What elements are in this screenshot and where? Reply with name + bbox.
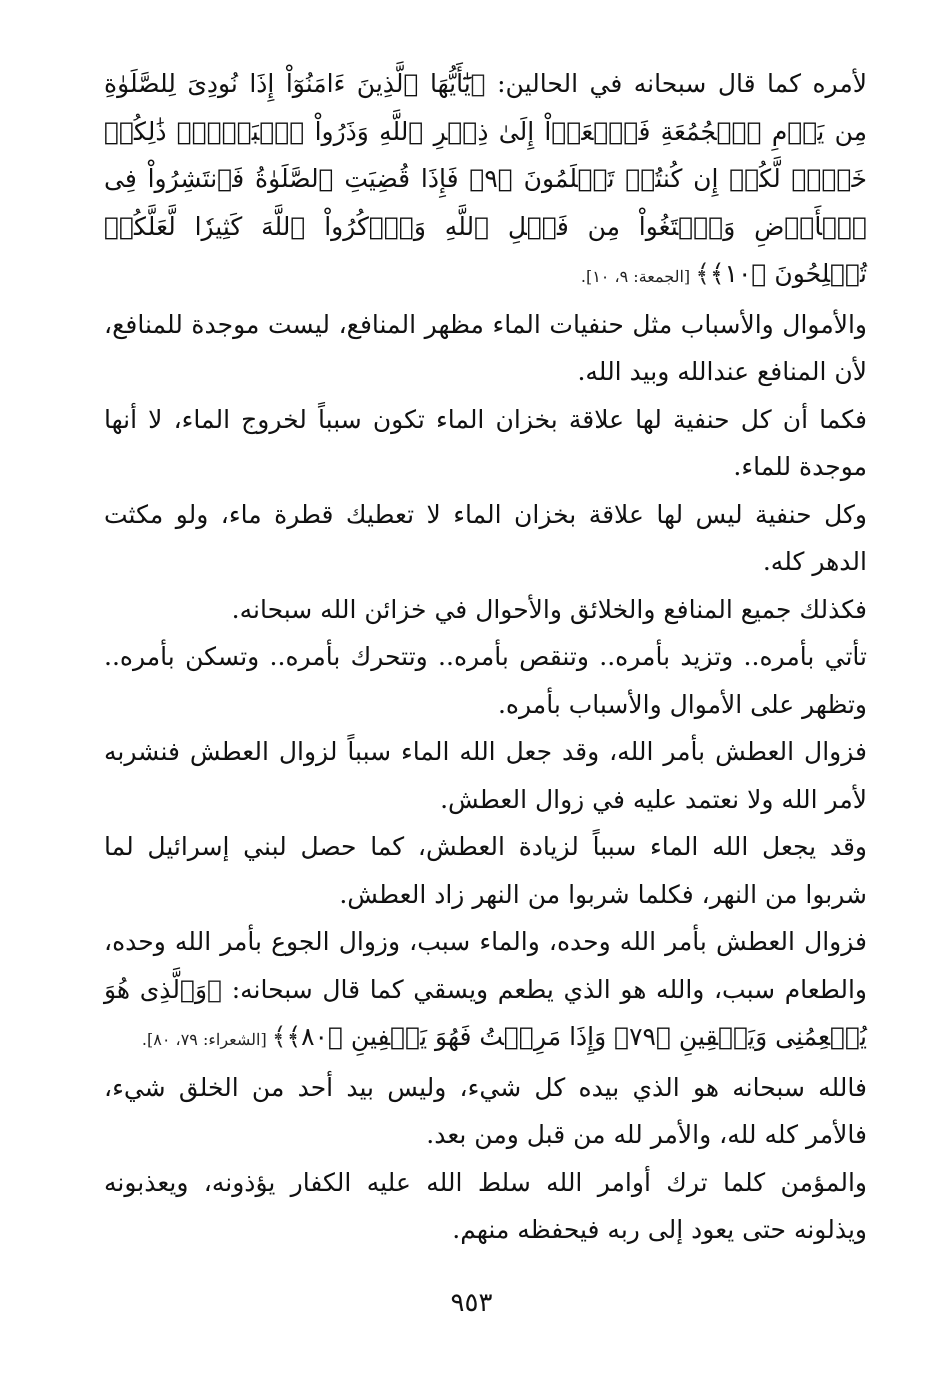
verse-reference: [الشعراء: ٧٩، ٨٠]. [141,1030,272,1049]
paragraph-4: وكل حنفية ليس لها علاقة بخزان الماء لا تعطيك قطرة ماء، ولو مكثت الدهر كله. [104,499,867,576]
paragraph-6: تأتي بأمره.. وتزيد بأمره.. وتنقص بأمره.. وتتحرك بأمره.. وتسكن بأمره.. وتظهر على الأموال والأسباب بأمره. [104,642,867,719]
intro-text: فزوال العطش بأمر الله وحده، والماء سبب، وزوال الجوع بأمر الله وحده، والطعام سبب، والله هو الذي يطعم ويسقي كما قال سبحانه: [104,927,867,1004]
intro-text: لأمره كما قال سبحانه في الحالين: [485,69,867,98]
paragraph-shuara-verse [104,918,867,1064]
page-body [104,60,867,1254]
quran-verse-friday: يَٰٓأَيُّهَا ٱلَّذِينَ ءَامَنُوٓاْ إِذَا نُودِىَ لِلصَّلَوٰةِ مِن يَوۡمِ ٱلۡجُمُعَةِ فَٱسۡعَوۡاْ إِلَىٰ ذِكۡرِ ٱللَّهِ وَذَرُواْ ٱلۡبَيۡعَۚ ذَٰلِكُمۡ خَيۡرٞ لَّكُمۡ إِن كُنتُمۡ تَعۡلَمُونَ ﴿٩﴾ فَإِذَا قُضِيَتِ ٱلصَّلَوٰةُ فَٱنتَشِرُواْ فِى ٱلۡأَرۡضِ وَٱبۡتَغُواْ مِن فَضۡلِ ٱللَّهِ وَٱذۡكُرُواْ ٱللَّهَ كَثِيرٗا لَّعَلَّكُمۡ تُفۡلِحُونَ ﴿١٠﴾ [104,69,867,288]
paragraph-2: والأموال والأسباب مثل حنفيات الماء مظهر المنافع، ليست موجدة للمنافع، لأن المنافع عندالله وبيد الله. [104,309,867,386]
paragraph-10: فالله سبحانه هو الذي بيده كل شيء، وليس بيد أحد من الخلق شيء، فالأمر كله لله، والأمر لله من قبل ومن بعد. [104,1072,867,1149]
verse-close-bracket: ﴾ [695,259,710,288]
paragraph-7: فزوال العطش بأمر الله، وقد جعل الله الماء سبباً لزوال العطش فنشربه لأمر الله ولا نعتمد عليه في زوال العطش. [104,737,867,814]
page-number: ٩٥٣ [450,1288,493,1318]
verse-open-bracket: ﴿ [470,69,486,98]
verse-close-bracket: ﴾ [271,1022,287,1051]
paragraph-8: وقد يجعل الله الماء سبباً لزيادة العطش، كما حصل لبني إسرائيل لما شربوا من النهر، فكلما شربوا من النهر زاد العطش. [104,832,867,909]
verse-open-bracket: ﴿ [207,974,223,1004]
paragraph-5: فكذلك جميع المنافع والخلائق والأحوال في خزائن الله سبحانه. [231,594,867,624]
verse-reference: [الجمعة: ٩، ١٠]. [580,267,696,286]
paragraph-11: والمؤمن كلما ترك أوامر الله سلط الله عليه الكفار يؤذونه، ويعذبونه ويذلونه حتى يعود إلى ربه فيحفظه منهم. [104,1167,867,1244]
quran-verse-shuara: وَٱلَّذِى هُوَ يُطۡعِمُنِى وَيَسۡقِينِ ﴿٧٩﴾ وَإِذَا مَرِضۡتُ فَهُوَ يَشۡفِينِ ﴿٨٠﴾ [104,974,867,1051]
paragraph-friday-verse [104,60,867,301]
paragraph-3: فكما أن كل حنفية لها علاقة بخزان الماء تكون سبباً لخروج الماء، لا أنها موجدة للماء. [104,404,867,481]
